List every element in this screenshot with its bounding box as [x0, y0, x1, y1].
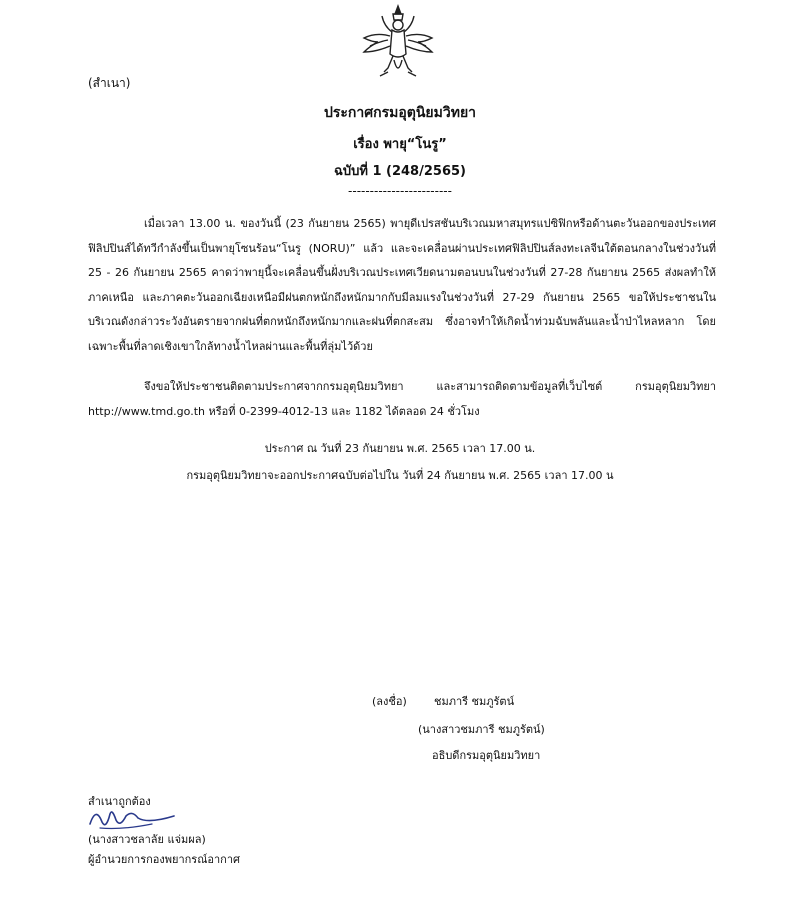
- handwritten-signature: [82, 800, 182, 834]
- certified-copy-label: สำเนาถูกต้อง: [88, 795, 151, 808]
- signatory-full-name: (นางสาวชมภารี ชมภูรัตน์): [418, 723, 545, 736]
- signatory-name: ชมภารี ชมภูรัตน์: [434, 695, 515, 708]
- certifier-position: ผู้อำนวยการกองพยากรณ์อากาศ: [88, 853, 241, 866]
- next-issue-notice: กรมอุตุนิยมวิทยาจะออกประกาศฉบับต่อไปใน วันที่ 24 กันยายน พ.ศ. 2565 เวลา 17.00 น: [186, 469, 614, 482]
- signature-label: (ลงชื่อ): [372, 695, 407, 708]
- page-title: ประกาศกรมอุตุนิยมวิทยา: [323, 105, 477, 121]
- issue-number: ฉบับที่ 1 (248/2565): [334, 164, 466, 179]
- announcement-date: ประกาศ ณ วันที่ 23 กันยายน พ.ศ. 2565 เวลา 17.00 น.: [264, 442, 536, 455]
- copy-mark: (สำเนา): [88, 76, 131, 90]
- body-paragraph-2: จึงขอให้ประชาชนติดตามประกาศจากกรมอุตุนิยมวิทยา และสามารถติดตามข้อมูลที่เว็บไซต์ กรมอุตุนิยมวิทยา http://www.tmd.go.th หรือที่ 0-2399-4012-13 และ 1182 ได้ตลอด 24 ชั่วโมง: [88, 380, 716, 418]
- body-paragraph-1: เมื่อเวลา 13.00 น. ของวันนี้ (23 กันยายน 2565) พายุดีเปรสชันบริเวณมหาสมุทรแปซิฟิกหรือด้านตะวันออกของประเทศฟิลิปปินส์ได้ทวีกำลังขึ้นเป็นพายุโซนร้อน“โนรู (NORU)” แล้ว และจะเคลื่อนผ่านประเทศฟิลิปปินส์ลงทะเลจีนใต้ตอนกลางในช่วงวันที่ 25 - 26 กันยายน 2565 คาดว่าพายุนี้จะเคลื่อนขึ้นฝั่งบริเวณประเทศเวียดนามตอนบนในช่วงวันที่ 27-28 กันยายน 2565 ส่งผลทำให้ภาคเหนือ และภาคตะวันออกเฉียงเหนือมีฝนตกหนักถึงหนักมากกับมีลมแรงในช่วงวันที่ 27-29 กันยายน 2565 ขอให้ประชาชนในบริเวณดังกล่าวระวังอันตรายจากฝนที่ตกหนักถึงหนักมากและฝนที่ตกสะสม ซึ่งอาจทำให้เกิดน้ำท่วมฉับพลันและน้ำป่าไหลหลาก โดยเฉพาะพื้นที่ลาดเชิงเขาใกล้ทางน้ำไหลผ่านและพื้นที่ลุ่มไว้ด้วย: [88, 217, 716, 353]
- certifier-name: (นางสาวชลาลัย แจ่มผล): [88, 833, 206, 846]
- garuda-emblem-icon: [358, 2, 438, 82]
- announcement-subject: เรื่อง พายุ“โนรู”: [353, 137, 447, 152]
- signatory-position: อธิบดีกรมอุตุนิยมวิทยา: [432, 749, 541, 762]
- separator-line: ------------------------: [348, 184, 452, 198]
